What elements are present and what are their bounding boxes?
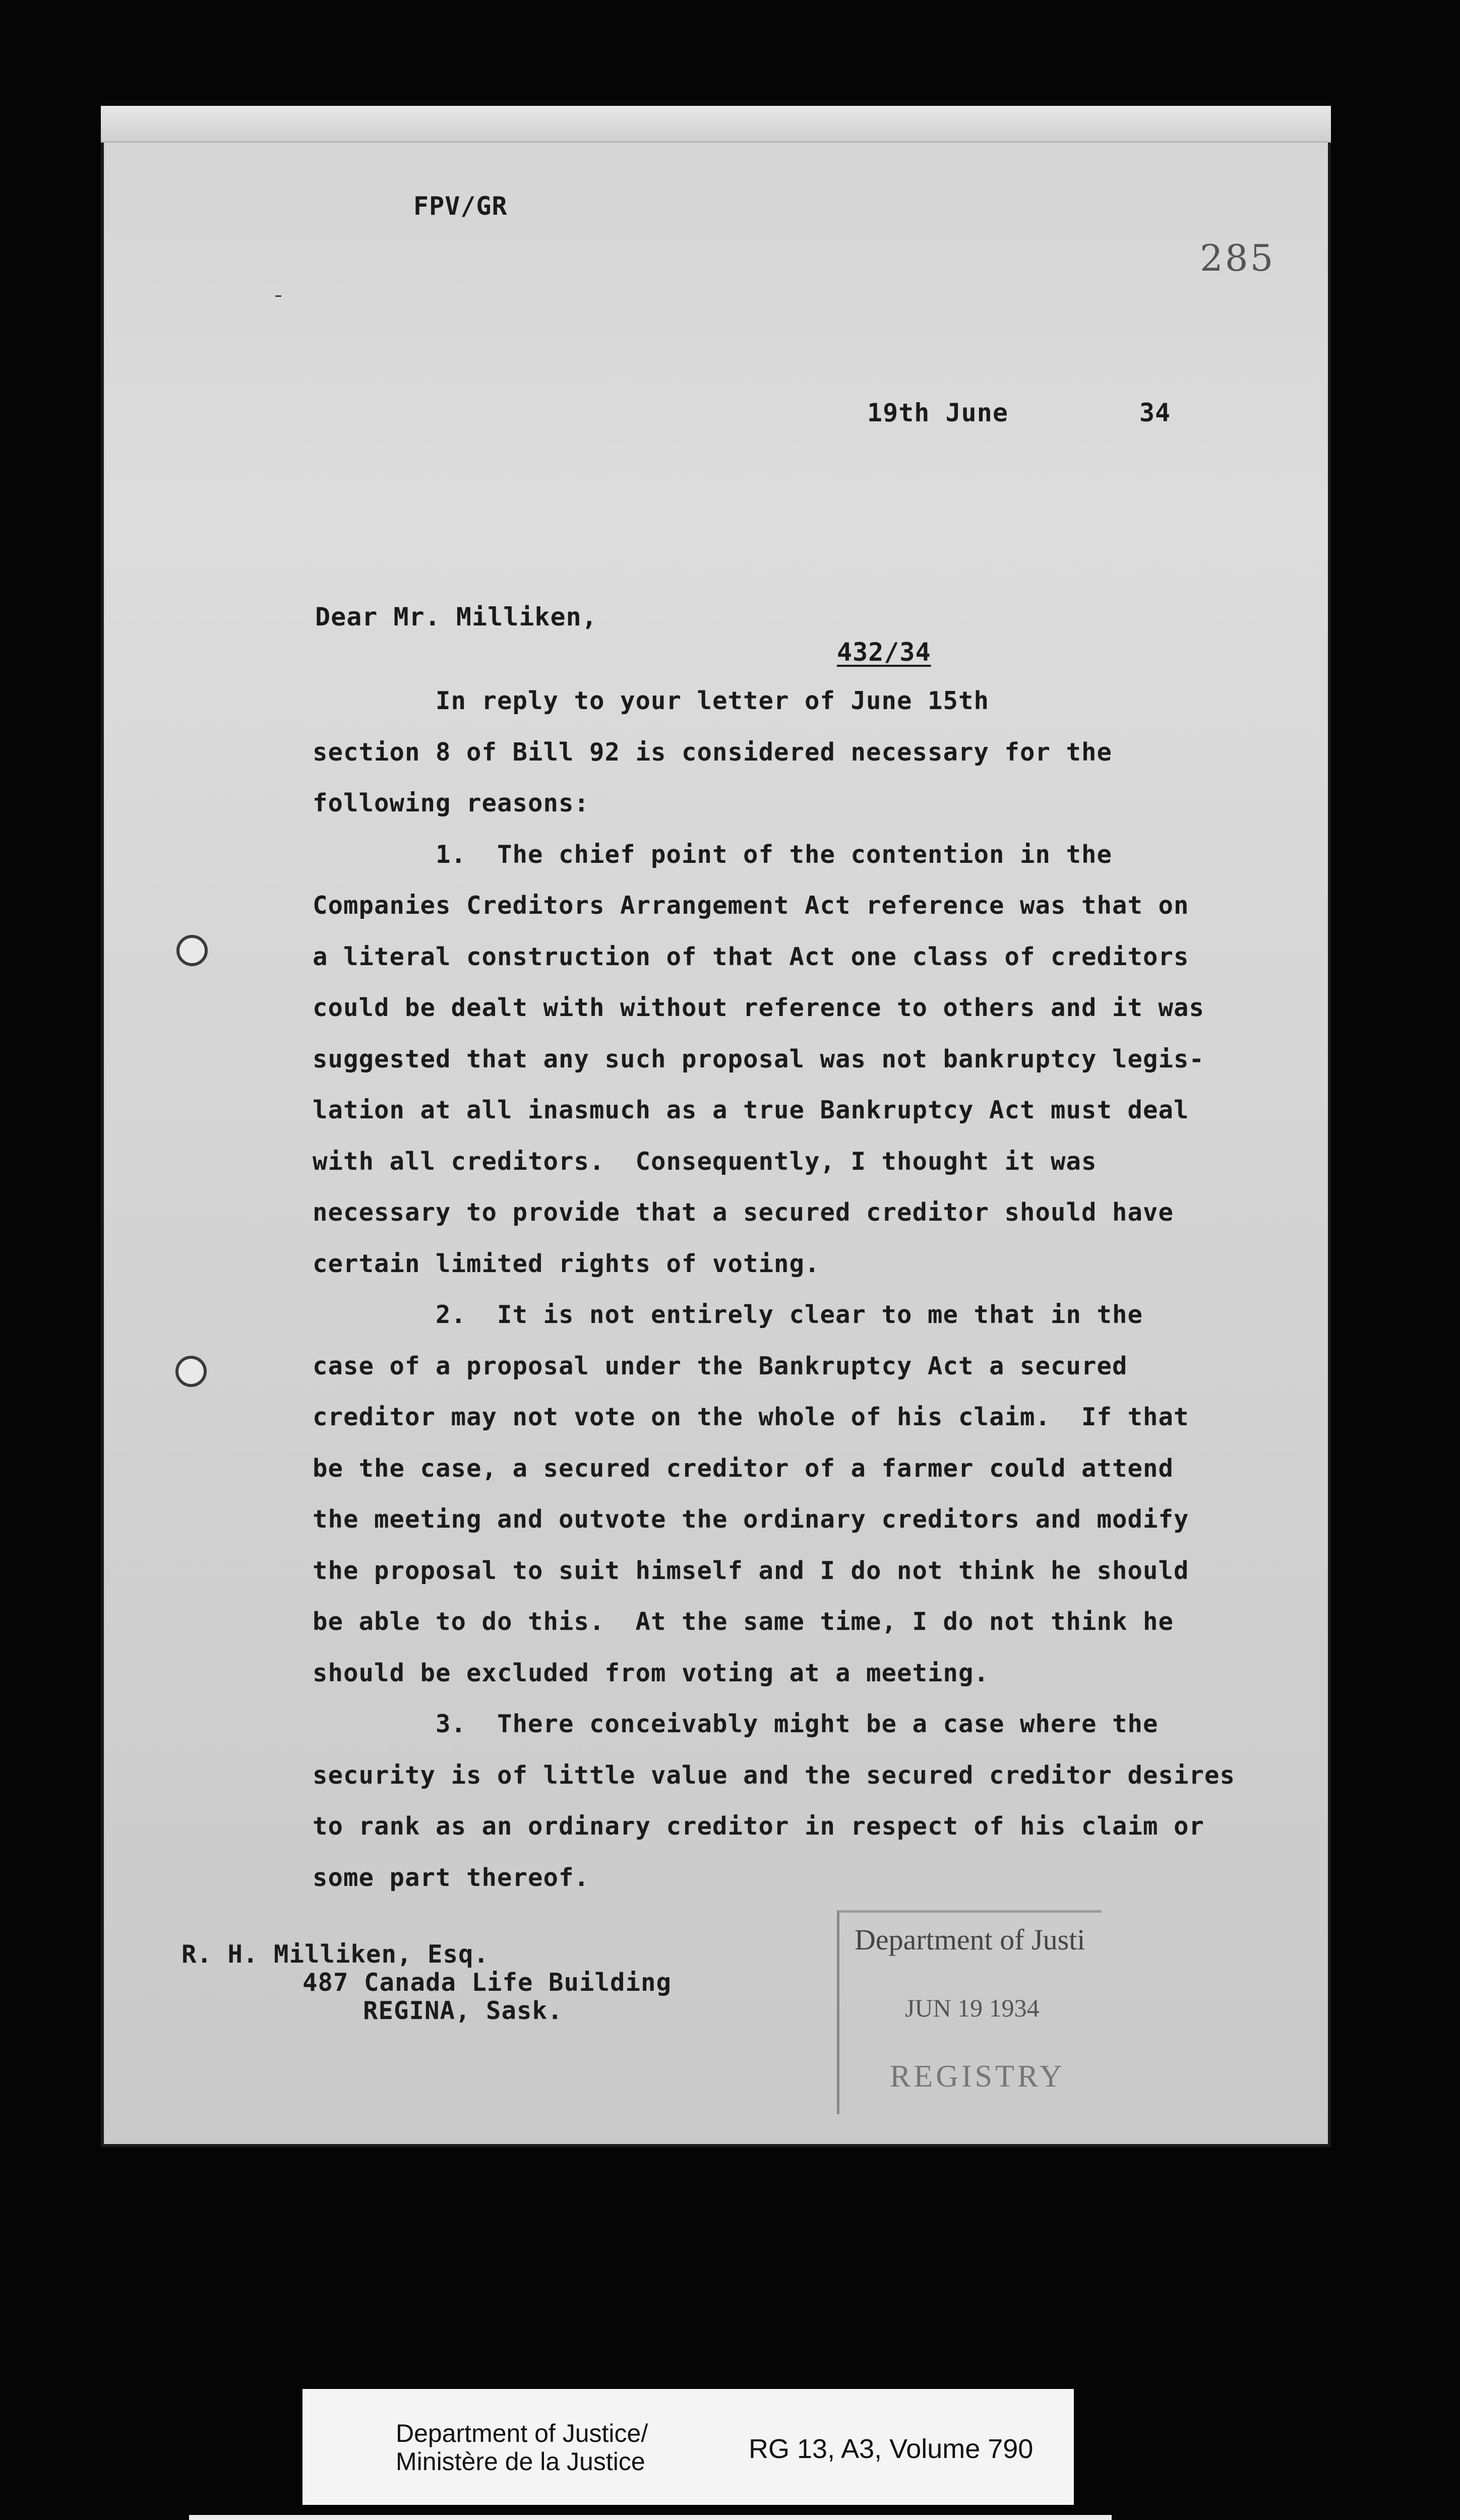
body-line: certain limited rights of voting. xyxy=(313,1249,820,1278)
body-line: 3. There conceivably might be a case where the xyxy=(313,1710,1159,1738)
body-line: should be excluded from voting at a meeting. xyxy=(313,1658,990,1687)
body-line: 1. The chief point of the contention in the xyxy=(313,840,1113,869)
salutation: Dear Mr. Milliken, xyxy=(315,602,597,632)
page-top-strip xyxy=(101,106,1331,143)
registry-stamp xyxy=(837,1910,1102,2114)
body-line: some part thereof. xyxy=(313,1863,590,1892)
public-archives-stamp xyxy=(189,2515,1112,2520)
punch-hole xyxy=(175,1356,207,1387)
date-year: 34 xyxy=(1139,398,1171,427)
file-number: 432/34 xyxy=(837,638,931,667)
body-line: section 8 of Bill 92 is considered necessary for the xyxy=(313,737,1113,767)
body-line: a literal construction of that Act one class of creditors xyxy=(313,942,1189,971)
letter-date xyxy=(867,398,1171,427)
body-line: suggested that any such proposal was not bankruptcy legis- xyxy=(313,1044,1205,1074)
body-line: In reply to your letter of June 15th xyxy=(313,686,990,715)
body-line: with all creditors. Consequently, I thought it was xyxy=(313,1147,1097,1176)
punch-hole xyxy=(176,935,208,966)
body-line: case of a proposal under the Bankruptcy Act a secured xyxy=(313,1351,1128,1380)
stamp-department: Department of Justi xyxy=(855,1923,1085,1956)
body-line: 2. It is not entirely clear to me that in the xyxy=(313,1300,1143,1329)
addressee-name: R. H. Milliken, Esq. xyxy=(181,1940,490,1969)
pencil-mark: ˉ xyxy=(272,292,285,316)
body-line: could be dealt with without reference to others and it was xyxy=(313,993,1205,1022)
body-line: creditor may not vote on the whole of his claim. If that xyxy=(313,1403,1189,1431)
date-day-month: 19th June xyxy=(867,398,1008,427)
reference-code: FPV/GR xyxy=(413,192,508,221)
body-line: the proposal to suit himself and I do not think he should xyxy=(313,1556,1189,1585)
body-line: be able to do this. At the same time, I do not think he xyxy=(313,1607,1174,1636)
addressee-address: 487 Canada Life Building xyxy=(302,1968,672,1997)
body-line: be the case, a secured creditor of a farmer could attend xyxy=(313,1454,1174,1483)
archive-reference: RG 13, A3, Volume 790 xyxy=(749,2434,1033,2464)
archive-label-card xyxy=(302,2389,1074,2505)
stamp-registry: REGISTRY xyxy=(890,2059,1065,2094)
letter-body xyxy=(313,675,1381,1903)
addressee-block xyxy=(181,1940,672,2025)
page-number: 285 xyxy=(1200,237,1275,279)
archive-department-en: Department of Justice/ xyxy=(396,2419,648,2447)
body-line: lation at all inasmuch as a true Bankruptcy Act must deal xyxy=(313,1096,1189,1124)
body-line: to rank as an ordinary creditor in respect of his claim or xyxy=(313,1812,1205,1841)
body-line: security is of little value and the secured creditor desires xyxy=(313,1760,1236,1790)
addressee-city: REGINA, Sask. xyxy=(363,1996,563,2025)
body-line: Companies Creditors Arrangement Act reference was that on xyxy=(313,891,1189,920)
stamp-date: JUN 19 1934 xyxy=(905,1994,1040,2022)
body-line: necessary to provide that a secured creditor should have xyxy=(313,1198,1174,1227)
body-line: the meeting and outvote the ordinary creditors and modify xyxy=(313,1505,1189,1534)
body-line: following reasons: xyxy=(313,789,590,817)
archive-department-fr: Ministère de la Justice xyxy=(396,2447,645,2476)
